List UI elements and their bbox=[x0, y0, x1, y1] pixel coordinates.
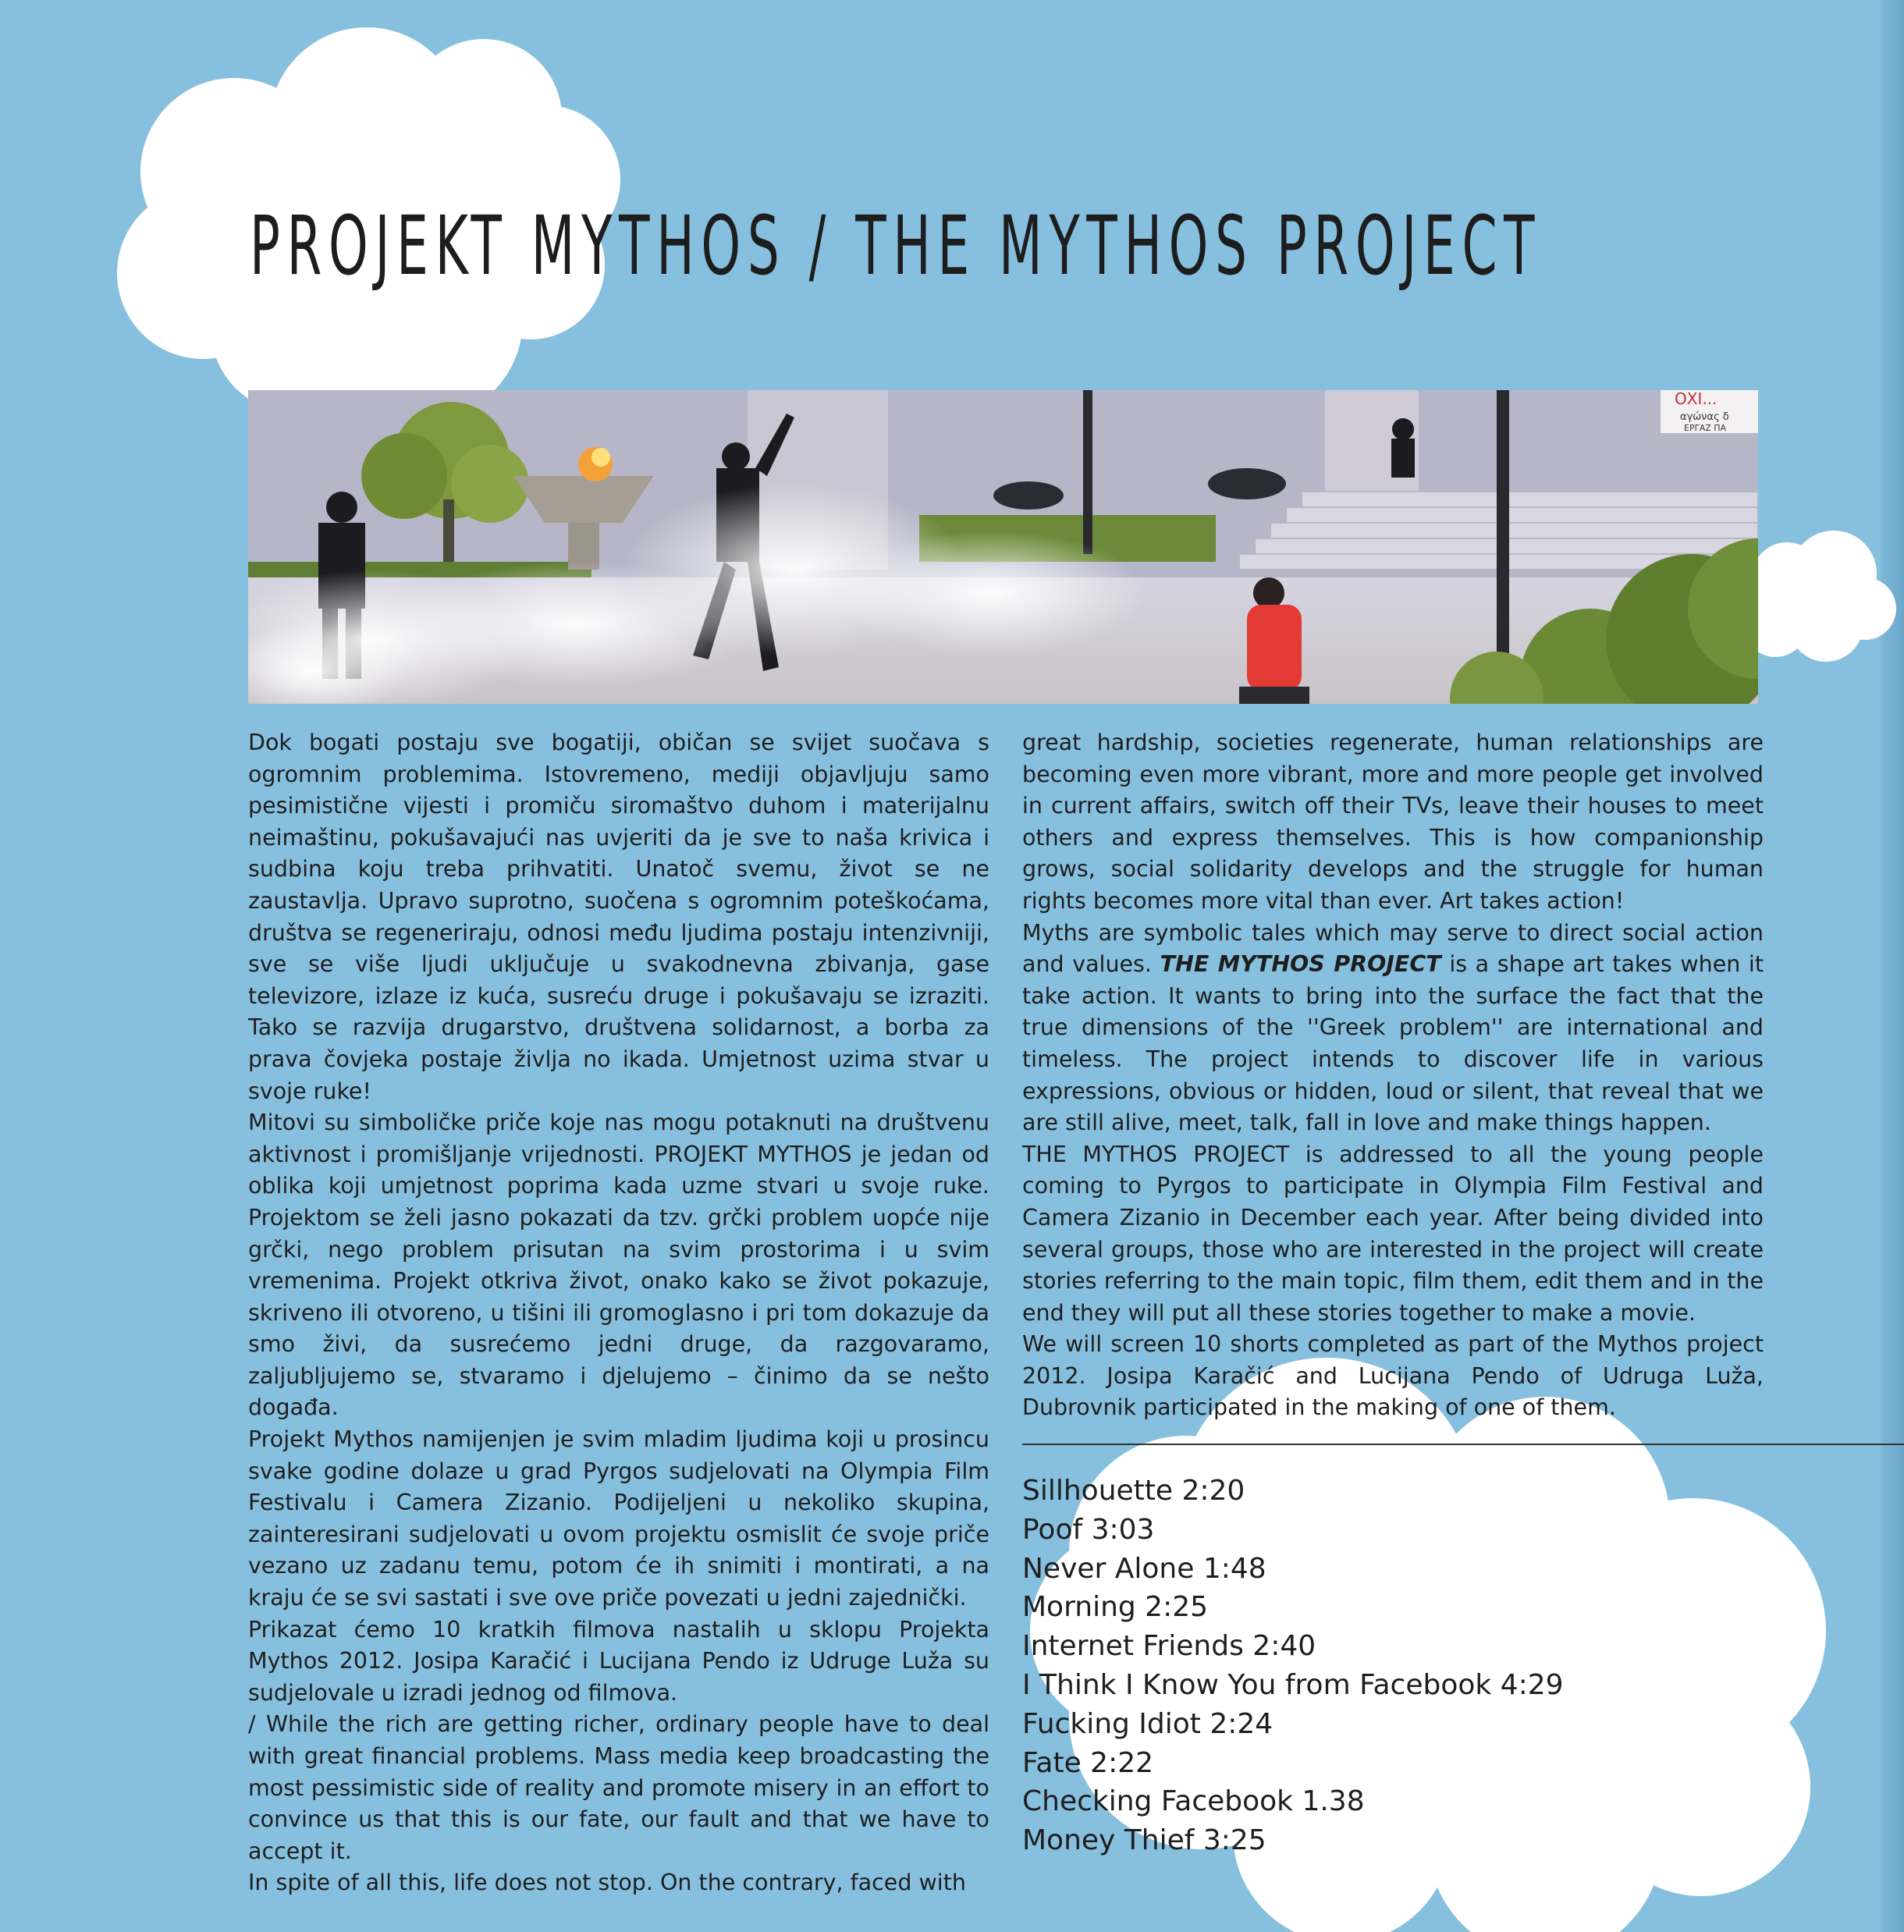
article-column-right bbox=[1022, 727, 1764, 1424]
paragraph-text: is a shape art takes when it take action. It wants to bring into the surface the fact that the true dimensions of the ''Greek problem'' are international and timeless. The project intends to discover life in various expressions, obvious or hidden, loud or silent, that reveal that we are still alive, meet, talk, fall in love and make things happen. bbox=[1022, 951, 1764, 1136]
paragraph bbox=[1022, 918, 1764, 1139]
banner-text-3: ΕΡΓΑΖ ΠΑ bbox=[1684, 423, 1727, 433]
cloud-small-right bbox=[1742, 531, 1896, 662]
page-title: PROJEKT MYTHOS / THE MYTHOS PROJECT bbox=[250, 198, 1542, 293]
film-item: Checking Facebook 1.38 bbox=[1022, 1785, 1365, 1818]
film-item: Internet Friends 2:40 bbox=[1022, 1630, 1316, 1663]
film-item: Morning 2:25 bbox=[1022, 1591, 1209, 1624]
project-name-emphasis: THE MYTHOS PROJECT bbox=[1160, 951, 1441, 978]
paragraph: Mitovi su simboličke priče koje nas mogu potaknuti na društvenu aktivnost i promišljanje vrijednosti. PROJEKT MYTHOS je jedan od oblika koji umjetnost poprima kada uzme stvari u svoje ruke. Projektom se želi jasno pokazati da tzv. grčki problem uopće nije grčki, nego problem prisutan na svim prostorima i u svim vremenima. Projekt otkriva život, onako kako se život pokazuje, skriveno ili otvoreno, u tišini ili gromoglasno i pri tom dokazuje da smo živi, da susrećemo jedni druge, da razgovaramo, zaljubljujemo se, stvaramo i djelujemo – činimo da se nešto događa. bbox=[248, 1110, 989, 1421]
paragraph: great hardship, societies regenerate, human relationships are becoming even more vibrant, more and more people get involved in current affairs, switch off their TVs, leave their houses to meet others and express themselves. This is how companionship grows, social solidarity develops and the struggle for human rights becomes more vital than ever. Art takes action! bbox=[1022, 730, 1764, 914]
paragraph: Dok bogati postaju sve bogatiji, običan se svijet suočava s ogromnim problemima. Istovremeno, mediji objavljuju samo pesimistične vijesti i promiču siromaštvo duhom i materijalnu neimaštinu, pokušavajući nas uvjeriti da je sve to naša krivica i sudbina koju treba prihvatiti. Unatoč svemu, život se ne zaustavlja. Upravo suprotno, suočena s ogromnim poteškoćama, društva se regeneriraju, odnosi među ljudima postaju intenzivniji, sve se više ljudi uključuje u svakodnevna zbivanja, gase televizore, izlaze iz kuća, susreću druge i pokušavaju se izraziti. Tako se razvija drugarstvo, društvena solidarnost, a borba za prava čovjeka postaje življa no ikada. Umjetnost uzima stvar u svoje ruke! bbox=[248, 730, 989, 1104]
protest-photo bbox=[248, 390, 1758, 704]
film-list bbox=[1022, 1472, 1725, 1860]
banner-text-2: αγώνας δ bbox=[1680, 411, 1729, 423]
paragraph: / While the rich are getting richer, ordinary people have to deal with great financial problems. Mass media keep broadcasting the most pessimistic side of reality and promote misery in an effort to convince us that this is our fate, our fault and that we have to accept it. bbox=[248, 1711, 989, 1864]
film-item: Fate 2:22 bbox=[1022, 1746, 1154, 1779]
article-column-left bbox=[248, 727, 989, 1899]
paragraph: THE MYTHOS PROJECT is addressed to all the young people coming to Pyrgos to participate in Olympia Film Festival and Camera Zizanio in December each year. After being divided into several groups, those who are interested in the project will create stories referring to the main topic, film them, edit them and in the end they will put all these stories together to make a movie. bbox=[1022, 1141, 1764, 1326]
film-item: Never Alone 1:48 bbox=[1022, 1552, 1266, 1585]
paragraph: Prikazat ćemo 10 kratkih filmova nastalih u sklopu Projekta Mythos 2012. Josipa Karačić i Lucijana Pendo iz Udruge Luža su sudjelovale u izradi jednog od filmova. bbox=[248, 1616, 989, 1706]
paragraph: Projekt Mythos namijenjen je svim mladim ljudima koji u prosincu svake godine dolaze u grad Pyrgos sudjelovati na Olympia Film Festivalu i Camera Zizanio. Podijeljeni u nekoliko skupina, zainteresirani sudjelovati u ovom projektu osmislit će svoje priče vezano uz zadanu temu, potom će ih snimiti i montirati, a na kraju će se svi sastati i sve ove priče povezati u jedni zajednički. bbox=[248, 1426, 989, 1611]
film-item: Sillhouette 2:20 bbox=[1022, 1475, 1245, 1507]
section-divider bbox=[1022, 1444, 1904, 1445]
film-item: Money Thief 3:25 bbox=[1022, 1824, 1266, 1857]
paragraph-text: Myths are symbolic tales which may serve to direct social action and values. bbox=[1022, 919, 1764, 978]
film-item: Fucking Idiot 2:24 bbox=[1022, 1707, 1273, 1740]
paragraph: We will screen 10 shorts completed as part of the Mythos project 2012. Josipa Karačić and Lucijana Pendo of Udruga Luža, Dubrovnik participated in the making of one of them. bbox=[1022, 1331, 1764, 1421]
paragraph: In spite of all this, life does not stop. On the contrary, faced with bbox=[248, 1870, 966, 1896]
film-item: I Think I Know You from Facebook 4:29 bbox=[1022, 1668, 1564, 1701]
film-item: Poof 3:03 bbox=[1022, 1513, 1155, 1546]
banner-text: ОΧΙ... bbox=[1675, 390, 1718, 408]
